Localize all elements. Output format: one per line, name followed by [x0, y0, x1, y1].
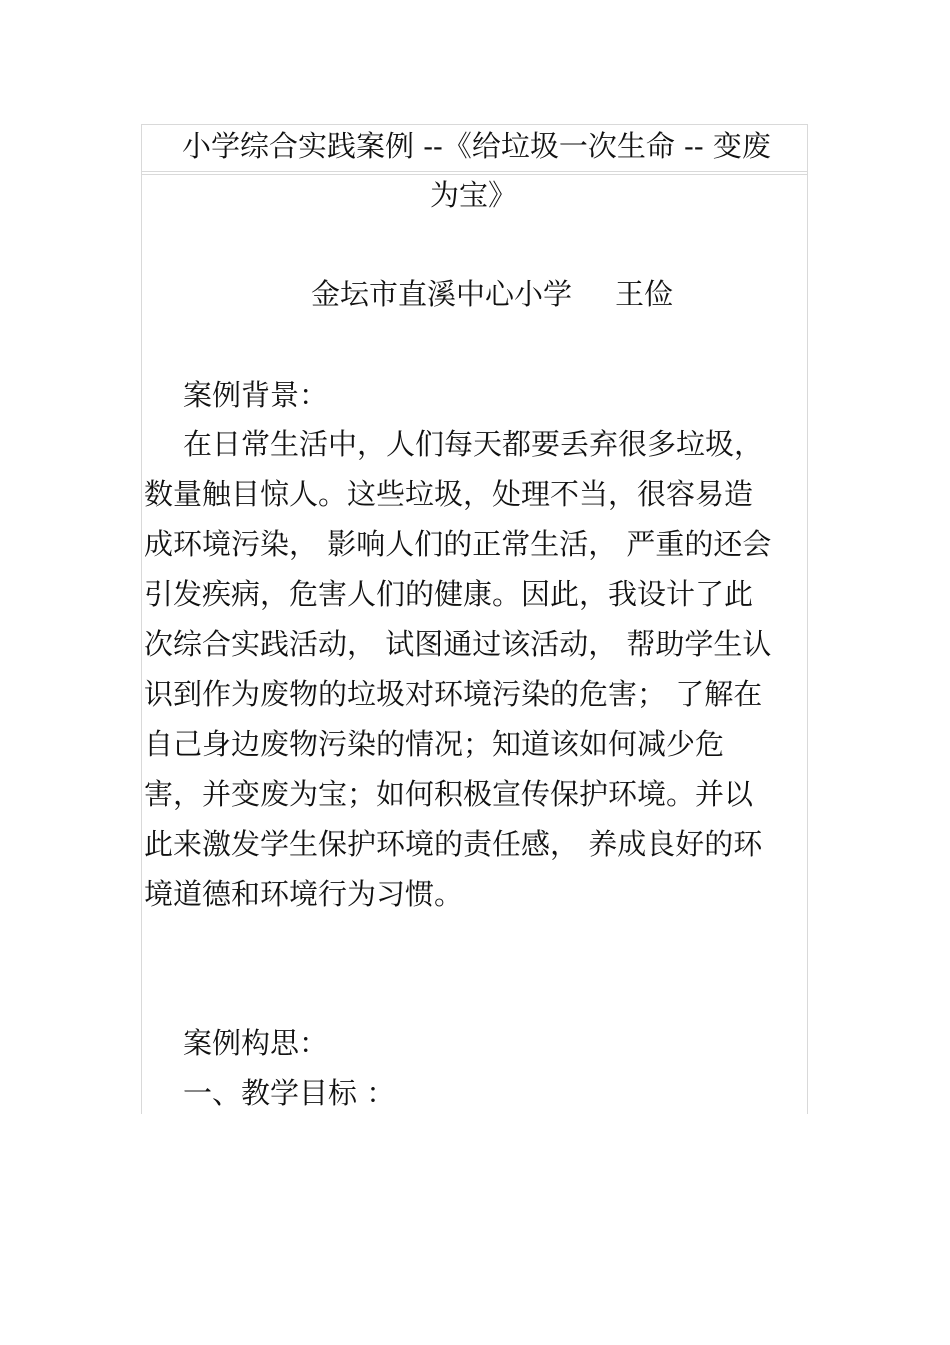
- concept-subheading: 一、教学目标 ：: [183, 1076, 396, 1110]
- author-name: 王俭: [615, 277, 674, 311]
- frame-top-border: [141, 124, 808, 125]
- frame-title-divider-2: [141, 174, 808, 175]
- background-line: 害，并变废为宝；如何积极宣传保护环境。并以: [144, 777, 754, 811]
- background-line: 在日常生活中，人们每天都要丢弃很多垃圾，: [183, 427, 764, 461]
- background-line: 识到作为废物的垃圾对环境污染的危害； 了解在: [144, 677, 763, 711]
- background-line: 引发疾病，危害人们的健康。因此，我设计了此: [144, 577, 754, 611]
- background-line: 数量触目惊人。这些垃圾，处理不当，很容易造: [144, 477, 754, 511]
- background-line: 境道德和环境行为习惯。: [144, 877, 464, 911]
- title-line-1: 小学综合实践案例 --《给垃圾一次生命 -- 变废: [182, 129, 771, 163]
- background-line: 此来激发学生保护环境的责任感， 养成良好的环: [144, 827, 763, 861]
- frame-left-border: [141, 124, 142, 1114]
- background-line: 次综合实践活动， 试图通过该活动， 帮助学生认: [144, 627, 772, 661]
- frame-title-divider: [141, 171, 808, 172]
- background-line: 成环境污染， 影响人们的正常生活， 严重的还会: [144, 527, 772, 561]
- concept-heading: 案例构思：: [183, 1026, 329, 1060]
- background-line: 自己身边废物污染的情况；知道该如何减少危: [144, 727, 725, 761]
- frame-right-border: [807, 124, 808, 1114]
- author-school: 金坛市直溪中心小学: [311, 277, 573, 311]
- background-heading: 案例背景：: [183, 378, 329, 412]
- title-line-2: 为宝》: [430, 178, 518, 212]
